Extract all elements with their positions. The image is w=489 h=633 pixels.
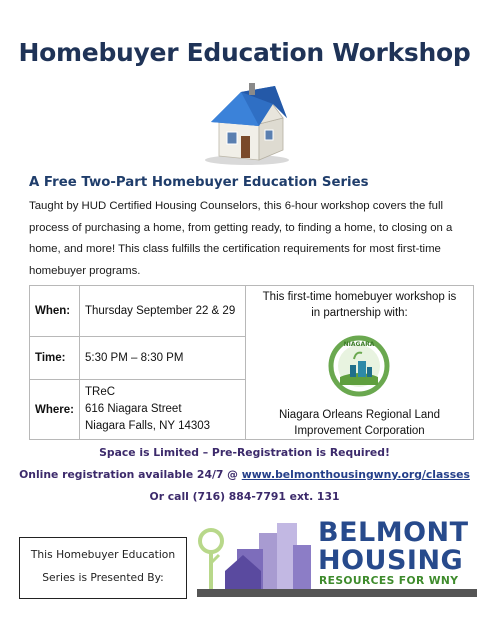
where-line2: 616 Niagara Street [84, 403, 182, 416]
presented-by-box [19, 537, 187, 599]
page-title: Homebuyer Education Workshop [18, 38, 471, 67]
belmont-tagline: RESOURCES FOR WNY [319, 574, 459, 587]
house-icon [197, 80, 293, 166]
space-limited-notice: Space is Limited – Pre-Registration is Required! [99, 446, 390, 459]
partner-org-line2: Improvement Corporation [294, 425, 425, 437]
where-label: Where: [30, 380, 80, 440]
when-label: When: [30, 286, 80, 337]
where-line3: Niagara Falls, NY 14303 [84, 420, 211, 433]
when-value: Thursday September 22 & 29 [79, 286, 245, 337]
online-registration-notice [0, 468, 489, 481]
phone-notice: Or call (716) 884-7791 ext. 131 [149, 490, 340, 503]
presented-line2: Series is Presented By: [42, 571, 164, 584]
registration-link[interactable]: www.belmonthousingwny.org/classes [241, 468, 470, 481]
partner-text-line1: This first-time homebuyer workshop is [262, 291, 457, 303]
housing-word: HOUSING [318, 545, 464, 576]
partner-cell [245, 286, 473, 440]
intro-paragraph: Taught by HUD Certified Housing Counselors, this 6-hour workshop covers the full process of purchasing a home, from getting ready, to finding a home, to closing on a home, and more! This class fulfills the certification requirements for most first-time homebuyer programs. [29, 200, 453, 277]
series-subtitle: A Free Two-Part Homebuyer Education Series [29, 175, 369, 190]
time-label: Time: [30, 337, 80, 380]
where-value [79, 380, 245, 440]
presented-line1: This Homebuyer Education [30, 548, 176, 561]
belmont-word: BELMONT [318, 517, 469, 548]
online-registration-text: Online registration available 24/7 @ [19, 468, 242, 481]
partner-org-line1: Niagara Orleans Regional Land [278, 409, 441, 421]
where-line1: TReC [84, 386, 116, 399]
time-value: 5:30 PM – 8:30 PM [79, 337, 245, 380]
niagara-land-logo [328, 335, 390, 397]
niagara-logo-word: NIAGARA [344, 341, 375, 348]
partner-text-line2: in partnership with: [311, 307, 408, 319]
event-details-table [29, 285, 474, 440]
